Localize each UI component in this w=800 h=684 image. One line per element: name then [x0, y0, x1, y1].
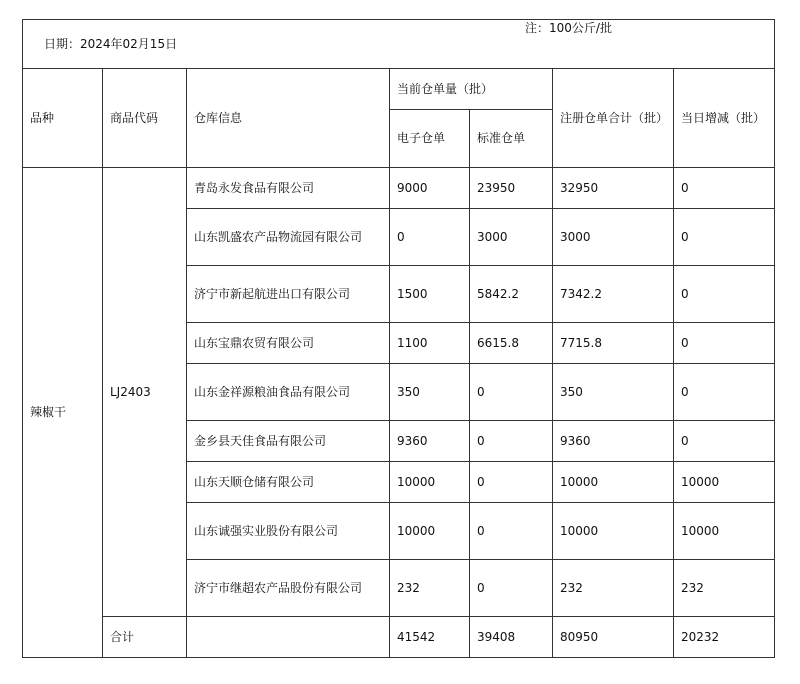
electronic-cell: 10000	[390, 462, 470, 503]
total-warehouse-empty	[187, 617, 390, 658]
warehouse-receipt-table	[22, 19, 775, 658]
warehouse-cell: 山东天顺仓储有限公司	[187, 462, 390, 503]
header-code: 商品代码	[103, 69, 187, 168]
total-label: 合计	[103, 617, 187, 658]
table-row	[23, 168, 775, 209]
electronic-cell: 350	[390, 364, 470, 421]
total-electronic: 41542	[390, 617, 470, 658]
warehouse-cell: 金乡县天佳食品有限公司	[187, 421, 390, 462]
electronic-cell: 9360	[390, 421, 470, 462]
unit-note: 注：100公斤/批	[525, 21, 612, 35]
change-cell: 0	[674, 168, 775, 209]
change-cell: 10000	[674, 503, 775, 560]
report-date: 日期：2024年02月15日	[44, 36, 178, 51]
change-cell: 232	[674, 560, 775, 617]
total-standard: 39408	[470, 617, 553, 658]
header-variety: 品种	[23, 69, 103, 168]
warehouse-cell: 济宁市新起航进出口有限公司	[187, 266, 390, 323]
header-registered-total: 注册仓单合计（批）	[553, 69, 674, 168]
total-cell: 350	[553, 364, 674, 421]
total-cell: 9360	[553, 421, 674, 462]
total-change: 20232	[674, 617, 775, 658]
warehouse-cell: 山东宝鼎农贸有限公司	[187, 323, 390, 364]
total-registered: 80950	[553, 617, 674, 658]
info-cell	[23, 20, 775, 69]
electronic-cell: 10000	[390, 503, 470, 560]
total-cell: 232	[553, 560, 674, 617]
standard-cell: 0	[470, 421, 553, 462]
total-row	[23, 617, 775, 658]
total-cell: 3000	[553, 209, 674, 266]
total-cell: 7715.8	[553, 323, 674, 364]
electronic-cell: 9000	[390, 168, 470, 209]
total-cell: 32950	[553, 168, 674, 209]
standard-cell: 5842.2	[470, 266, 553, 323]
header-warehouse: 仓库信息	[187, 69, 390, 168]
electronic-cell: 1500	[390, 266, 470, 323]
electronic-cell: 232	[390, 560, 470, 617]
standard-cell: 0	[470, 364, 553, 421]
standard-cell: 23950	[470, 168, 553, 209]
total-cell: 7342.2	[553, 266, 674, 323]
standard-cell: 0	[470, 560, 553, 617]
electronic-cell: 0	[390, 209, 470, 266]
total-cell: 10000	[553, 503, 674, 560]
header-current: 当前仓单量（批）	[390, 69, 553, 110]
standard-cell: 3000	[470, 209, 553, 266]
total-cell: 10000	[553, 462, 674, 503]
change-cell: 0	[674, 323, 775, 364]
change-cell: 0	[674, 364, 775, 421]
change-cell: 0	[674, 421, 775, 462]
variety-cell: 辣椒干	[23, 168, 103, 658]
header-row-1	[23, 69, 775, 110]
standard-cell: 0	[470, 503, 553, 560]
change-cell: 10000	[674, 462, 775, 503]
standard-cell: 6615.8	[470, 323, 553, 364]
info-row	[23, 20, 775, 69]
warehouse-cell: 山东金祥源粮油食品有限公司	[187, 364, 390, 421]
warehouse-cell: 青岛永发食品有限公司	[187, 168, 390, 209]
header-standard: 标准仓单	[470, 110, 553, 168]
header-daily-change: 当日增减（批）	[674, 69, 775, 168]
code-cell: LJ2403	[103, 168, 187, 617]
header-electronic: 电子仓单	[390, 110, 470, 168]
electronic-cell: 1100	[390, 323, 470, 364]
warehouse-cell: 山东诚强实业股份有限公司	[187, 503, 390, 560]
warehouse-cell: 济宁市继超农产品股份有限公司	[187, 560, 390, 617]
warehouse-cell: 山东凯盛农产品物流园有限公司	[187, 209, 390, 266]
standard-cell: 0	[470, 462, 553, 503]
change-cell: 0	[674, 209, 775, 266]
change-cell: 0	[674, 266, 775, 323]
